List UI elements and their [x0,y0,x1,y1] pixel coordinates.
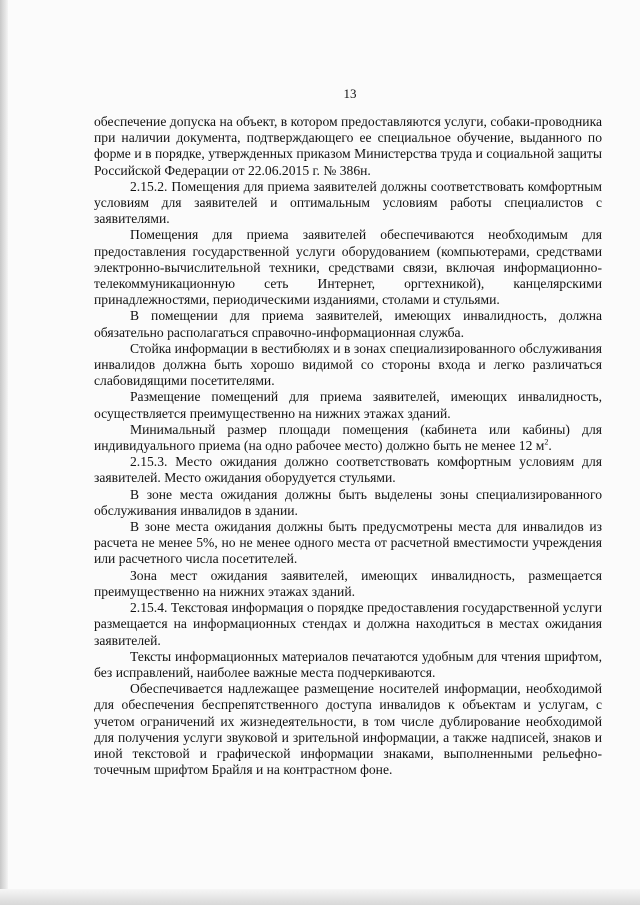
paragraph-2-15-4: 2.15.4. Текстовая информация о порядке предоставления государственной услуги размещается на информационных стендах и должна находиться в местах ожидания заявителей. [94,600,602,648]
paragraph-font: Тексты информационных материалов печатаются удобным для чтения шрифтом, без исправлений, наиболее важные места подчеркиваются. [94,648,602,680]
paragraph-2-15-3: 2.15.3. Место ожидания должно соответствовать комфортным условиям для заявителей. Место ожидания оборудуется стульями. [94,454,602,486]
paragraph-lower-floors: Размещение помещений для приема заявителей, имеющих инвалидность, осуществляется преимущественно на нижних этажах зданий. [94,389,602,421]
paragraph-equipment: Помещения для приема заявителей обеспечиваются необходимым для предоставления государственной услуги оборудованием (компьютерами, средствами электронно-вычислительной техники, средствами связи, включая информационно-телекоммуникационную сеть Интернет, оргтехникой), канцелярскими принадлежностями, периодическими изданиями, столами и стульями. [94,227,602,308]
paragraph-special-zones: В зоне места ожидания должны быть выделены зоны специализированного обслуживания инвалидов в здании. [94,486,602,518]
min-area-text: Минимальный размер площади помещения (кабинета или кабины) для индивидуального приема (на одно рабочее место) должно быть не менее 12 м [94,421,602,454]
area-superscript: 2 [544,437,549,447]
paragraph-seats-percent: В зоне места ожидания должны быть предусмотрены места для инвалидов из расчета не менее 5%, но не менее одного места от расчетной вместимости учреждения или расчетного числа посетителей. [94,519,602,567]
paragraph-help-desk: В помещении для приема заявителей, имеющих инвалидность, должна обязательно располагаться справочно-информационная служба. [94,308,602,340]
scan-edge-left [0,0,8,905]
paragraph-guide-dog: обеспечение допуска на объект, в котором предоставляются услуги, собаки-проводника при наличии документа, подтверждающего ее специальное обучение, выданного по форме и в порядке, утвержденных приказом Министерства труда и социальной защиты Российской Федерации от 22.06.2015 г. № 386н. [94,114,602,178]
scan-edge-bottom [0,889,640,905]
paragraph-info-stand: Стойка информации в вестибюлях и в зонах специализированного обслуживания инвалидов должна быть хорошо видимой со стороны входа и легко различаться слабовидящими посетителями. [94,340,602,389]
page-number: 13 [343,86,357,101]
area-suffix: . [548,438,552,454]
paragraph-min-area [94,422,602,454]
paragraph-waiting-zone: Зона мест ожидания заявителей, имеющих инвалидность, размещается преимущественно на нижних этажах зданий. [94,567,602,599]
paragraph-braille: Обеспечивается надлежащее размещение носителей информации, необходимой для обеспечения беспрепятственного доступа инвалидов к объектам и услугам, с учетом ограничений их жизнедеятельности, в том числе дублирование необходимой для получения услуги звуковой и зрительной информации, а также надписей, знаков и иной текстовой и графической информации знаками, выполненными рельефно-точечным шрифтом Брайля и на контрастном фоне. [94,681,602,778]
paragraph-2-15-2: 2.15.2. Помещения для приема заявителей должны соответствовать комфортным условиям для заявителей и оптимальным условиям работы специалистов с заявителями. [94,178,602,227]
document-body [94,114,602,778]
